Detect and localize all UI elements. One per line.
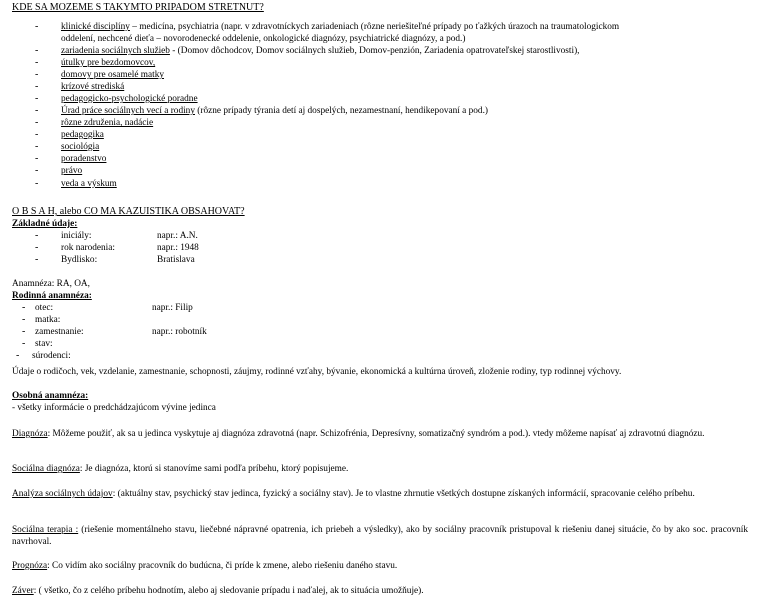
list-dash: - — [35, 81, 39, 92]
list-dash: - — [22, 314, 26, 325]
list-dash: - — [35, 242, 39, 253]
list-dash: - — [22, 326, 26, 337]
field-value-residence: Bratislava — [157, 255, 195, 265]
family-label-mother: matka: — [35, 315, 61, 325]
paragraph-diagnosis: Diagnóza: Môžeme použiť, ak sa u jedinca vyskytuje aj diagnóza zdravotná (napr. Schizofrénia, Depresívny, somatizačný syndróm a pod.). vtedy môžeme napísať aj zdravotnú diagnózu. — [12, 429, 705, 439]
list-item-counseling-centers: pedagogicko-psychologické poradne — [61, 94, 198, 104]
list-item-single-mothers-homes: domovy pre osamelé matky — [61, 70, 165, 80]
list-dash: - — [35, 254, 39, 265]
list-dash: - — [35, 45, 39, 56]
list-item-social-facilities: zariadenia sociálnych služieb - (Domov dôchodcov, Domov sociálnych služieb, Domov-penzión, Zariadenia opatrovateľskej starostlivosti), — [61, 46, 580, 56]
list-item-crisis-centers: krízové strediská — [61, 82, 125, 92]
family-label-status: stav: — [35, 339, 53, 349]
list-dash: - — [22, 302, 26, 313]
family-description: Údaje o rodičoch, vek, vzdelanie, zamestnanie, schopnosti, záujmy, rodinné vzťahy, bývanie, ekonomická a kultúrna úroveň, zloženie rodiny, typ rodinnej výchovy. — [12, 367, 622, 377]
section-heading-contents: O B S A H, alebo CO MA KAZUISTIKA OBSAHOVAT? — [12, 206, 245, 217]
paragraph-prognosis: Prognóza: Co vidím ako sociálny pracovník do budúcna, či príde k zmene, alebo riešeniu daného stavu. — [12, 561, 398, 571]
field-label-residence: Bydlisko: — [61, 255, 98, 265]
list-dash: - — [35, 117, 39, 128]
family-label-siblings: súrodenci: — [32, 351, 71, 361]
list-dash: - — [35, 93, 39, 104]
family-value-occupation: napr.: robotník — [152, 327, 207, 337]
subheading-basic-data: Základné údaje: — [12, 219, 78, 229]
personal-anamnesis-text: - všetky informácie o predchádzajúcom vývine jedinca — [12, 403, 216, 413]
paragraph-social-diagnosis: Sociálna diagnóza: Je diagnóza, ktorú si stanovíme sami podľa príbehu, ktorý popisujeme. — [12, 464, 349, 474]
list-dash: - — [35, 153, 39, 164]
list-dash: - — [35, 141, 39, 152]
list-item-law: právo — [61, 166, 83, 176]
field-label-initials: iniciály: — [61, 231, 92, 241]
list-dash: - — [35, 69, 39, 80]
list-dash: - — [35, 129, 39, 140]
list-item-homeless-shelters: útulky pre bezdomovcov, — [61, 58, 156, 68]
list-dash: - — [22, 338, 26, 349]
list-dash: - — [35, 165, 39, 176]
list-item-pedagogy: pedagogika — [61, 130, 104, 140]
subheading-family-anamnesis: Rodinná anamnéza: — [12, 291, 92, 301]
family-value-father: napr.: Filip — [152, 303, 193, 313]
paragraph-social-therapy: Sociálna terapia : (riešenie momentálneho stavu, liečebné nápravné opatrenia, ich priebeh a výsledky), ako by sociálny pracovník pristupoval k riešeniu danej situácie, čo by ako soc. pracovník navrhoval. — [12, 525, 748, 547]
family-label-father: otec: — [35, 303, 54, 313]
family-label-occupation: zamestnanie: — [35, 327, 84, 337]
list-item-associations: rôzne združenia, nadácie — [61, 118, 154, 128]
paragraph-social-data-analysis: Analýza sociálnych údajov: (aktuálny stav, psychický stav jedinca, fyzický a sociálny stav). Je to vlastne zhrnutie všetkých dostupne získaných informácií, spracovanie celého príbehu. — [12, 489, 695, 499]
section-heading-situations: KDE SA MOZEME S TAKYMTO PRIPADOM STRETNUT? — [12, 2, 264, 13]
list-dash: - — [35, 230, 39, 241]
list-dash: - — [35, 105, 39, 116]
subheading-personal-anamnesis: Osobná anamnéza: — [12, 391, 89, 401]
list-item-clinical-disciplines: klinické disciplíny – medicína, psychiatria (napr. v zdravotníckych zariadeniach (rôzne neriešiteľné prípady po ťažkých úrazoch na traumatologickom — [61, 22, 620, 32]
list-item-sociology: sociológia — [61, 142, 100, 152]
list-dash: - — [35, 21, 39, 32]
field-label-birth-year: rok narodenia: — [61, 243, 115, 253]
anamnesis-line: Anamnéza: RA, OA, — [12, 279, 90, 289]
list-item-social-affairs-office: Úrad práce sociálnych vecí a rodiny (rôzne prípady týrania detí aj dospelých, nezamestnaní, hendikepovaní a pod.) — [61, 106, 488, 116]
field-value-initials: napr.: A.N. — [157, 231, 198, 241]
paragraph-conclusion: Záver: ( všetko, čo z celého príbehu hodnotím, alebo aj sledovanie prípadu i naďalej, ak to situácia umožňuje). — [12, 586, 424, 596]
list-item-science-research: veda a výskum — [61, 179, 117, 189]
list-dash: - — [35, 178, 39, 189]
field-value-birth-year: napr.: 1948 — [157, 243, 199, 253]
list-dash: - — [35, 57, 39, 68]
list-item-counseling: poradenstvo — [61, 154, 107, 164]
list-item-clinical-disciplines-cont: oddelení, nechcené dieťa – novorodenecké oddelenie, onkologické diagnózy, psychiatrické diagnózy, a pod.) — [61, 34, 466, 44]
list-dash: - — [16, 350, 20, 361]
